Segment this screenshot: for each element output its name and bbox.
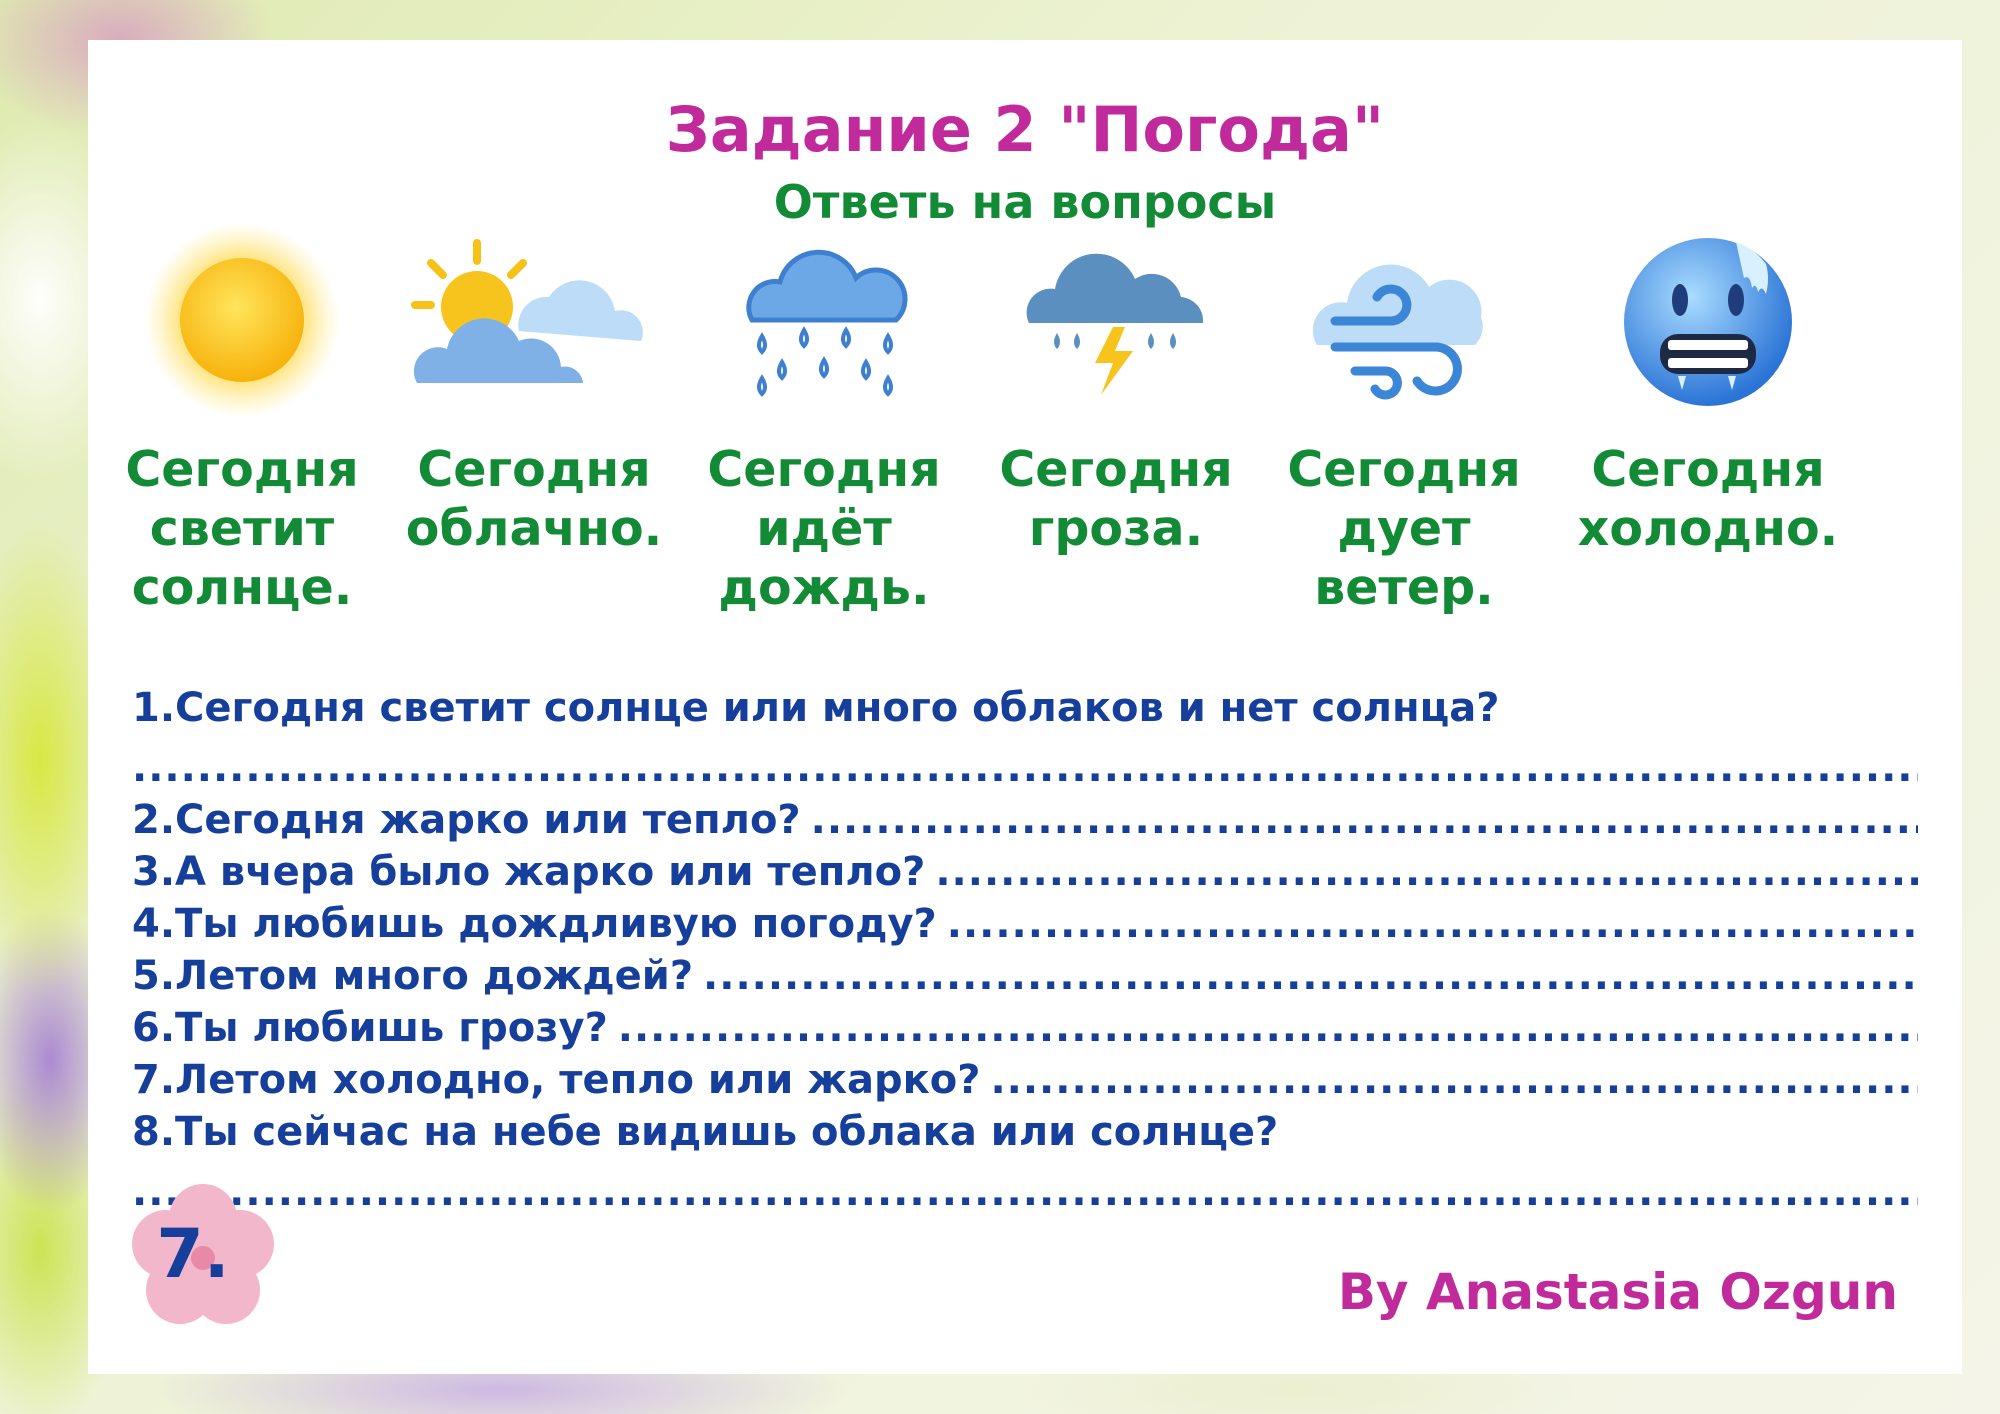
- answer-line[interactable]: [935, 846, 1918, 898]
- weather-caption: Сегодня холодно.: [1577, 441, 1839, 557]
- weather-item-wind: [1256, 200, 1552, 617]
- page-title: Задание 2 "Погода": [665, 93, 1385, 166]
- weather-caption: Сегодня облачно.: [405, 441, 663, 557]
- weather-item-rain: [676, 200, 972, 617]
- rain-cloud-icon: [676, 200, 972, 440]
- weather-item-sun: [94, 200, 390, 617]
- question-item: [132, 1054, 1918, 1106]
- question-text: 1.Сегодня светит солнце или много облаков и нет солнца?: [132, 685, 1500, 731]
- answer-line[interactable]: [947, 898, 1918, 950]
- question-item: [132, 1106, 1918, 1158]
- weather-item-storm: [968, 200, 1264, 558]
- answer-line[interactable]: [132, 742, 1918, 794]
- answer-line[interactable]: [811, 794, 1918, 846]
- question-item: [132, 950, 1918, 1002]
- page-number: 7.: [156, 1215, 230, 1294]
- question-item: [132, 898, 1918, 950]
- question-text: 7.Летом холодно, тепло или жарко?: [132, 1057, 981, 1103]
- question-text: 2.Сегодня жарко или тепло?: [132, 797, 801, 843]
- weather-caption: Сегодня идёт дождь.: [707, 441, 941, 616]
- question-item: [132, 846, 1918, 898]
- sun-icon: [94, 200, 390, 440]
- answer-line[interactable]: [618, 1002, 1918, 1054]
- weather-item-cold: [1560, 200, 1856, 558]
- question-item: [132, 794, 1918, 846]
- weather-caption: Сегодня светит солнце.: [125, 441, 359, 616]
- sun-behind-cloud-icon: [386, 200, 682, 440]
- question-text: 4.Ты любишь дождливую погоду?: [132, 901, 937, 947]
- cold-face-icon: [1560, 200, 1856, 440]
- worksheet-card: [88, 40, 1962, 1374]
- author-credit: By Anastasia Ozgun: [1337, 1263, 1898, 1321]
- question-text: 8.Ты сейчас на небе видишь облака или солнце?: [132, 1109, 1279, 1155]
- question-item: [132, 682, 1918, 734]
- answer-line[interactable]: [990, 1054, 1918, 1106]
- answer-line[interactable]: [132, 1166, 1918, 1218]
- question-text: 3.А вчера было жарко или тепло?: [132, 849, 926, 895]
- wind-icon: [1256, 200, 1552, 440]
- weather-caption: Сегодня гроза.: [999, 441, 1233, 557]
- page-subtitle: Ответь на вопросы: [773, 175, 1277, 229]
- question-text: 6.Ты любишь грозу?: [132, 1005, 608, 1051]
- answer-line[interactable]: [703, 950, 1918, 1002]
- thunderstorm-icon: [968, 200, 1264, 440]
- weather-item-cloudy: [386, 200, 682, 558]
- question-text: 5.Летом много дождей?: [132, 953, 694, 999]
- weather-caption: Сегодня дует ветер.: [1287, 441, 1521, 616]
- question-item: [132, 1002, 1918, 1054]
- questions-list: [132, 640, 1918, 1218]
